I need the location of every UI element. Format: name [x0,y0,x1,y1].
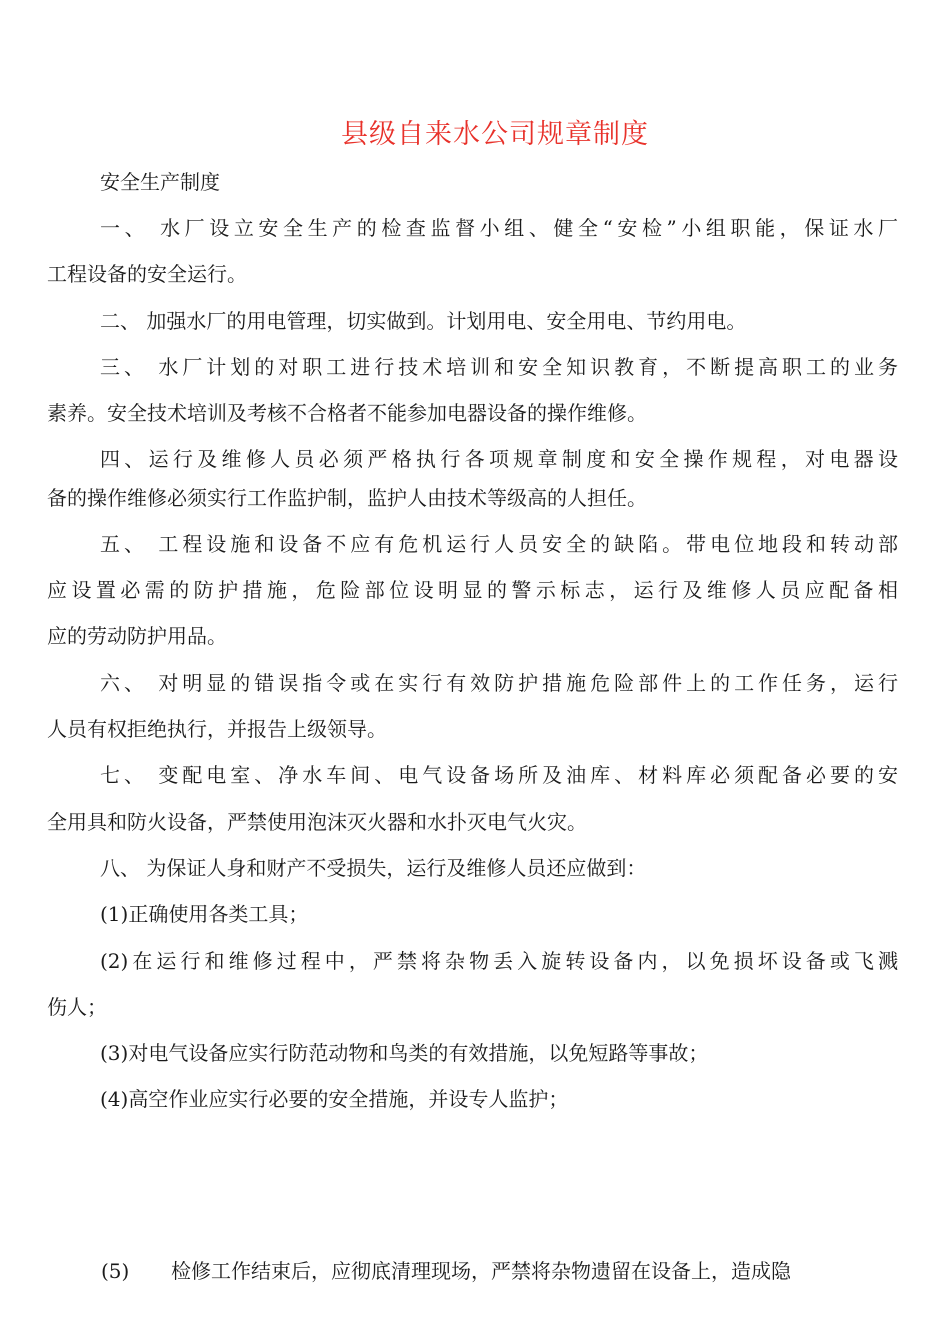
paragraph-line: 全用具和防火设备，严禁使用泡沫灭火器和水扑灭电气火灾。 [47,810,587,834]
section-heading: 安全生产制度 [100,170,220,194]
paragraph-line: 备的操作维修必须实行工作监护制，监护人由技术等级高的人担任。 [47,486,647,510]
list-item-text: 检修工作结束后，应彻底清理现场，严禁将杂物遗留在设备上，造成隐 [171,1259,791,1283]
paragraph-line: 工程设备的安全运行。 [47,262,247,286]
paragraph-line: 七、 变配电室、净水车间、电气设备场所及油库、材料库必须配备必要的安 [100,763,898,787]
paragraph-line: 一、 水厂设立安全生产的检查监督小组、健全“安检”小组职能，保证水厂 [100,216,898,240]
paragraph-line: 二、 加强水厂的用电管理，切实做到。计划用电、安全用电、节约用电。 [100,309,747,333]
list-item-number: (5) [101,1259,130,1283]
list-item: (4)高空作业应实行必要的安全措施，并设专人监护； [100,1087,569,1111]
paragraph-line: 五、 工程设施和设备不应有危机运行人员安全的缺陷。带电位地段和转动部 [100,532,898,556]
paragraph-line: 三、 水厂计划的对职工进行技术培训和安全知识教育，不断提高职工的业务 [100,355,898,379]
list-item: (3)对电气设备应实行防范动物和鸟类的有效措施，以免短路等事故； [100,1041,709,1065]
list-item: (1)正确使用各类工具； [100,902,309,926]
paragraph-line: 八、 为保证人身和财产不受损失，运行及维修人员还应做到： [100,856,647,880]
paragraph-line: 应设置必需的防护措施，危险部位设明显的警示标志，运行及维修人员应配备相 [47,578,898,602]
paragraph-line: 素养。安全技术培训及考核不合格者不能参加电器设备的操作维修。 [47,401,647,425]
paragraph-line: 四、运行及维修人员必须严格执行各项规章制度和安全操作规程，对电器设 [100,447,898,471]
paragraph-line: 六、 对明显的错误指令或在实行有效防护措施危险部件上的工作任务，运行 [100,671,898,695]
list-item-continuation: 伤人； [47,995,107,1019]
list-item: (2)在运行和维修过程中，严禁将杂物丢入旋转设备内，以免损坏设备或飞溅 [100,949,898,973]
paragraph-line: 人员有权拒绝执行，并报告上级领导。 [47,717,387,741]
paragraph-line: 应的劳动防护用品。 [47,624,227,648]
document-title: 县级自来水公司规章制度 [341,119,649,150]
